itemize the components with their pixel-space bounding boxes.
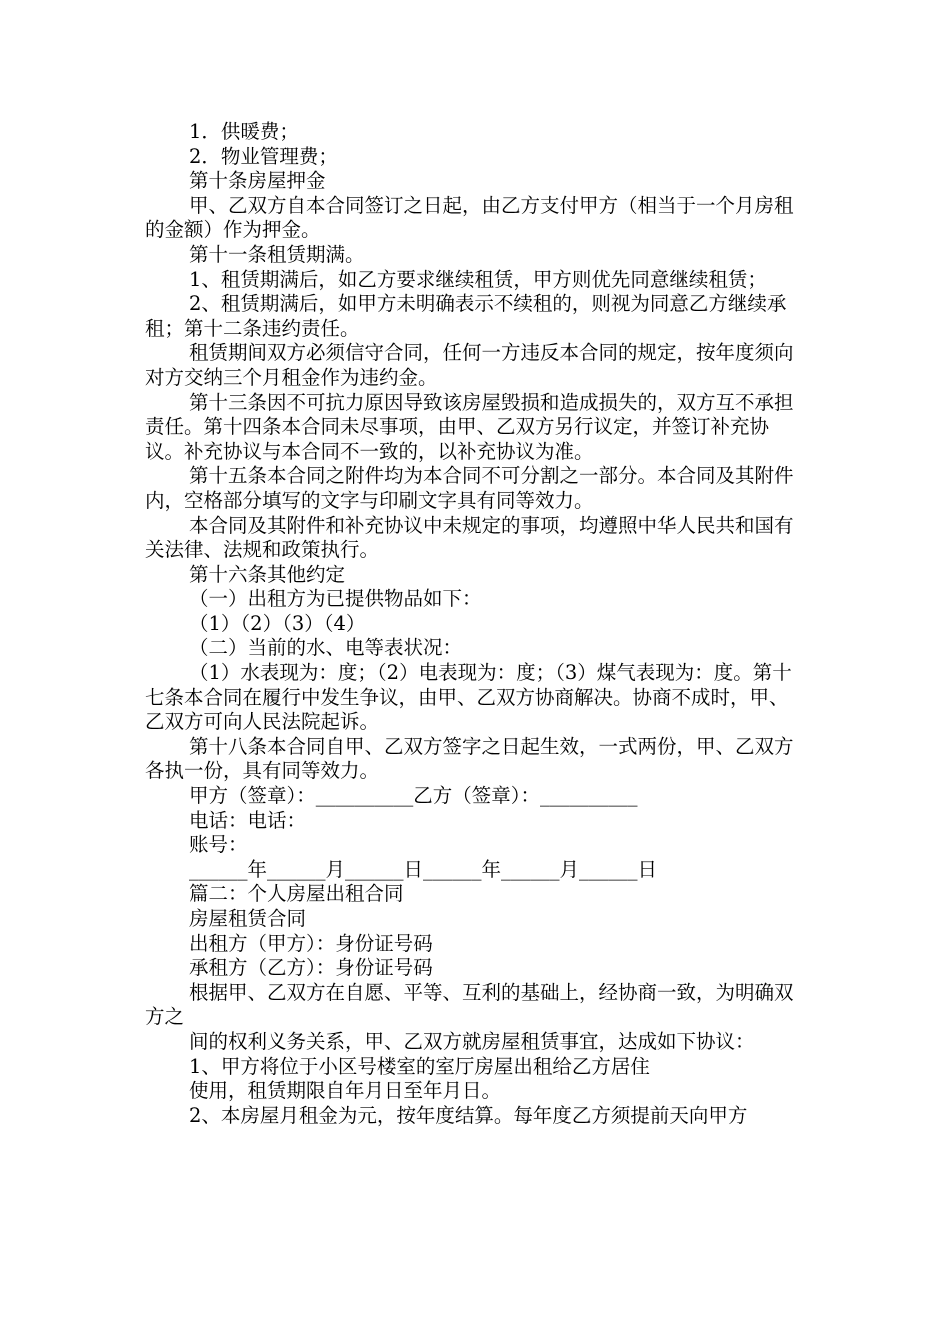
paragraph: （1）（2）（3）（4） (189, 611, 366, 635)
contract-title: 房屋租赁合同 (189, 907, 307, 930)
paragraph: 第十八条本合同自甲、乙双方签字之日起生效，一式两份，甲、乙双方各执一份，具有同等效力。 (145, 734, 794, 783)
paragraph: 2、租赁期满后，如甲方未明确表示不续租的，则视为同意乙方继续承租；第十二条违约责任。 (145, 292, 787, 340)
document-body (145, 120, 805, 1128)
paragraph: 使用，租赁期限自年月日至年月日。 (189, 1079, 502, 1103)
date-line: ______年______月______日______年______月______日 (189, 857, 658, 881)
signature-line: 甲方（签章）：__________乙方（签章）：__________ (189, 784, 638, 808)
paragraph: 2．物业管理费； (189, 144, 338, 168)
paragraph: 1．供暖费； (189, 120, 299, 143)
paragraph: 第十三条因不可抗力原因导致该房屋毁损和造成损失的，双方互不承担责任。第十四条本合同未尽事项，由甲、乙双方另行议定，并签订补充协议。补充协议与本合同不一致的，以补充协议为准。 (145, 390, 794, 463)
paragraph: 1、甲方将位于小区号楼室的室厅房屋出租给乙方居住 (189, 1054, 650, 1078)
paragraph: 根据甲、乙双方在自愿、平等、互利的基础上，经协商一致，为明确双方之 (145, 980, 794, 1029)
paragraph: 第十五条本合同之附件均为本合同不可分割之一部分。本合同及其附件内，空格部分填写的文字与印刷文字具有同等效力。 (145, 464, 794, 512)
paragraph: 租赁期间双方必须信守合同，任何一方违反本合同的规定，按年度须向对方交纳三个月租金作为违约金。 (145, 341, 794, 389)
lessor-line: 出租方（甲方）：身份证号码 (189, 931, 433, 955)
section-heading: 第十六条其他约定 (189, 562, 346, 586)
paragraph: 甲、乙双方自本合同签订之日起，由乙方支付甲方（相当于一个月房租的金额）作为押金。 (145, 193, 794, 242)
paragraph: 本合同及其附件和补充协议中未规定的事项，均遵照中华人民共和国有关法律、法规和政策执行。 (145, 513, 794, 562)
paragraph: 1、租赁期满后，如乙方要求继续租赁，甲方则优先同意继续租赁； (189, 267, 767, 291)
paragraph: （1）水表现为：度；（2）电表现为：度；（3）煤气表现为：度。第十七条本合同在履行中发生争议，由甲、乙双方协商解决。协商不成时，甲、乙双方可向人民法院起诉。 (145, 661, 792, 734)
section-heading: 第十一条租赁期满。 (189, 242, 365, 266)
account-line: 账号： (189, 833, 248, 857)
paragraph: 间的权利义务关系，甲、乙双方就房屋租赁事宜，达成如下协议： (189, 1029, 755, 1053)
part-title: 篇二：个人房屋出租合同 (189, 882, 404, 906)
paragraph: 2、本房屋月租金为元，按年度结算。每年度乙方须提前天向甲方 (189, 1103, 748, 1127)
lessee-line: 承租方（乙方）：身份证号码 (189, 956, 433, 980)
paragraph: （一）出租方为已提供物品如下： (189, 587, 482, 611)
phone-line: 电话：电话： (189, 808, 307, 832)
section-heading: 第十条房屋押金 (189, 169, 326, 193)
paragraph: （二）当前的水、电等表状况： (189, 636, 463, 660)
